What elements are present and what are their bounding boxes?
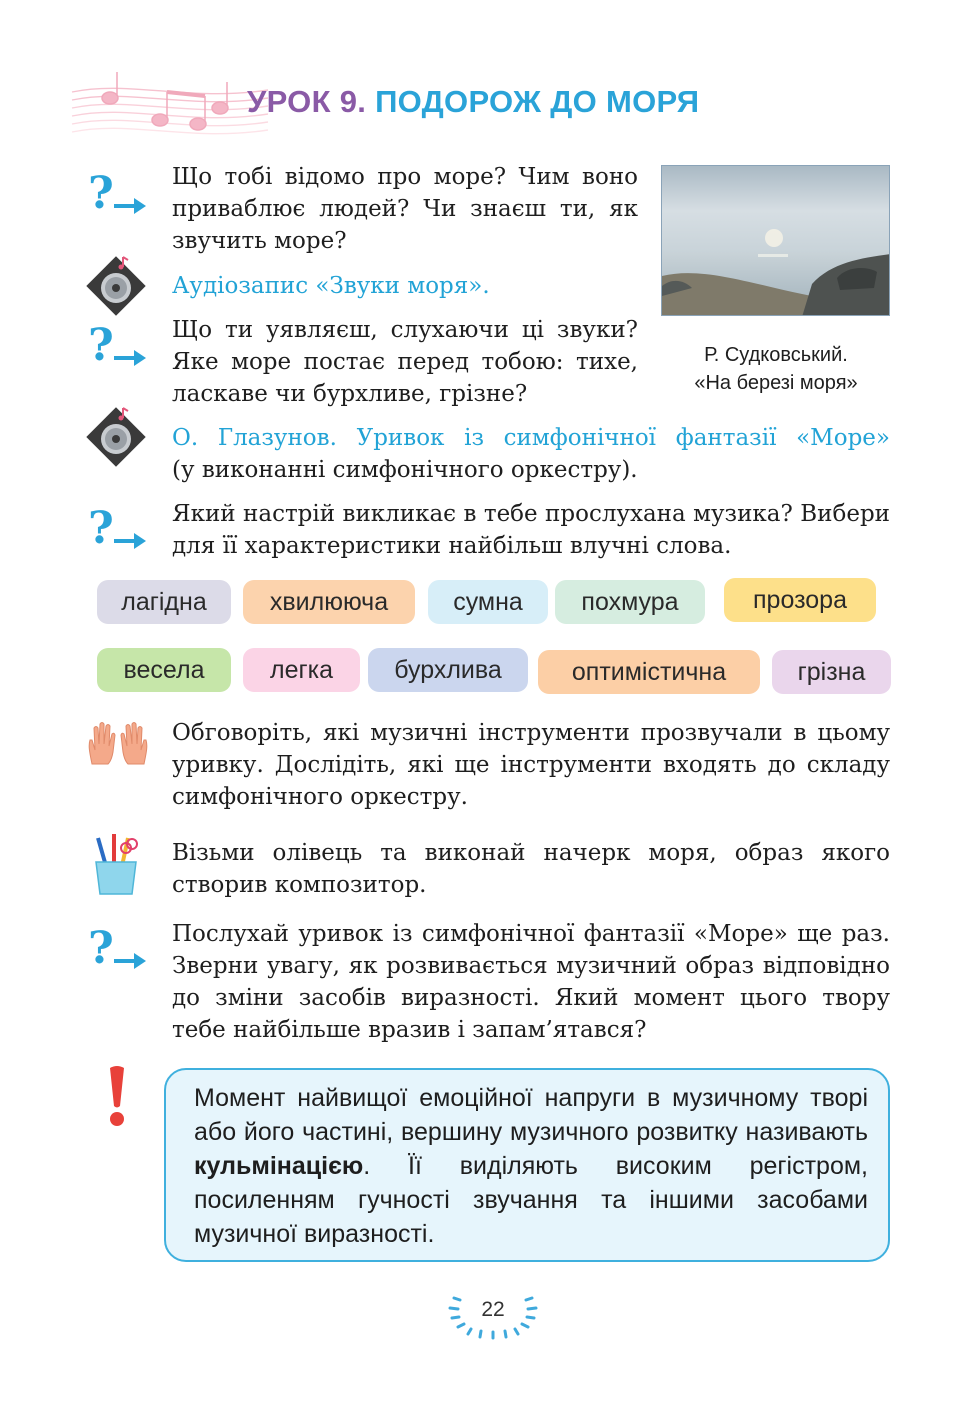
- page-number: 22: [481, 1298, 505, 1321]
- word-tag: [724, 578, 876, 622]
- question-arrow-icon: [86, 925, 148, 975]
- question-arrow-icon: [86, 505, 148, 555]
- question-2-text: Що ти уявляєш, слухаючи ці звуки? Яке море постає перед тобою: тихе, ласкаве чи бурхливе, грізне?: [172, 317, 638, 407]
- word-tag-label: сумна: [453, 587, 523, 616]
- word-tag: [243, 648, 360, 692]
- painting-title: «На березі моря»: [694, 372, 858, 394]
- audio-2-title: О. Глазунов. Уривок із симфонічної фантазії «Море»: [172, 425, 890, 451]
- word-tag: [243, 580, 415, 624]
- audio-disc-icon: [83, 253, 149, 319]
- lesson-title: [247, 84, 699, 120]
- painting-caption: [660, 341, 892, 397]
- painting-image: [661, 165, 890, 316]
- word-tag: [538, 650, 760, 694]
- audio-disc-icon: [83, 404, 149, 470]
- word-tag: [97, 580, 231, 624]
- music-notes-decoration: [70, 62, 270, 152]
- svg-text:?: ?: [88, 925, 114, 974]
- question-3-text: Який настрій викликає в тебе прослухана музика? Вибери для її характеристики найбільш влучні слова.: [172, 501, 890, 559]
- definition-term: кульмінацією: [194, 1152, 364, 1180]
- hands-icon: [86, 718, 150, 766]
- question-arrow-icon: [86, 170, 148, 220]
- lesson-number: УРОК 9.: [247, 84, 367, 119]
- painting-author: Р. Судковський.: [704, 344, 848, 366]
- word-tag-label: лагідна: [121, 587, 207, 616]
- lesson-name: ПОДОРОЖ ДО МОРЯ: [375, 84, 700, 119]
- word-tag-label: оптимістична: [571, 657, 727, 686]
- word-tag: [97, 648, 231, 692]
- svg-text:?: ?: [88, 322, 114, 371]
- svg-text:?: ?: [88, 505, 114, 554]
- question-1-text: Що тобі відомо про море? Чим воно приваблює людей? Чи знаєш ти, як звучить море?: [172, 164, 638, 254]
- sea-shore-painting: [662, 166, 890, 316]
- word-tag-label: грізна: [797, 657, 866, 686]
- pencil-cup-icon: [88, 832, 144, 896]
- question-4-text: Послухай уривок із симфонічної фантазії «Море» ще раз. Зверни увагу, як розвивається музичний образ відповідно до зміни засобів виразності. Який момент цього твору тебе найбільше вразив і запам’ятався?: [172, 921, 890, 1043]
- word-tag-label: похмура: [581, 587, 679, 616]
- word-tag: [555, 580, 705, 624]
- audio-2-block: [172, 422, 890, 486]
- exclamation-icon: [104, 1064, 130, 1128]
- audio-1-text: Аудіозапис «Звуки моря».: [172, 273, 490, 299]
- discuss-text: Обговоріть, які музичні інструменти прозвучали в цьому уривку. Дослідіть, які ще інструменти входять до складу симфонічного оркестру.: [172, 720, 890, 810]
- word-tag-label: весела: [123, 655, 205, 684]
- word-tag-label: прозора: [753, 585, 847, 614]
- word-tag: [368, 648, 528, 692]
- audio-2-note: (у виконанні симфонічного оркестру).: [172, 457, 638, 483]
- definition-text-start: Момент найвищої емоційної напруги в музичному творі або його частині, вершину музичного розвитку називають: [194, 1084, 868, 1146]
- definition-text-end: . Її виділяють високим регістром, посиленням гучності звучання та іншими засобами музичної виразності.: [194, 1152, 868, 1248]
- draw-text: Візьми олівець та виконай начерк моря, образ якого створив композитор.: [172, 840, 890, 898]
- word-tag-label: бурхлива: [394, 655, 502, 684]
- word-tag-label: хвилююча: [269, 587, 389, 616]
- question-arrow-icon: [86, 322, 148, 372]
- svg-text:?: ?: [88, 170, 114, 219]
- word-tag: [772, 650, 891, 694]
- word-tag: [428, 580, 548, 624]
- definition-text: [194, 1081, 868, 1251]
- word-tag-label: легка: [269, 655, 333, 684]
